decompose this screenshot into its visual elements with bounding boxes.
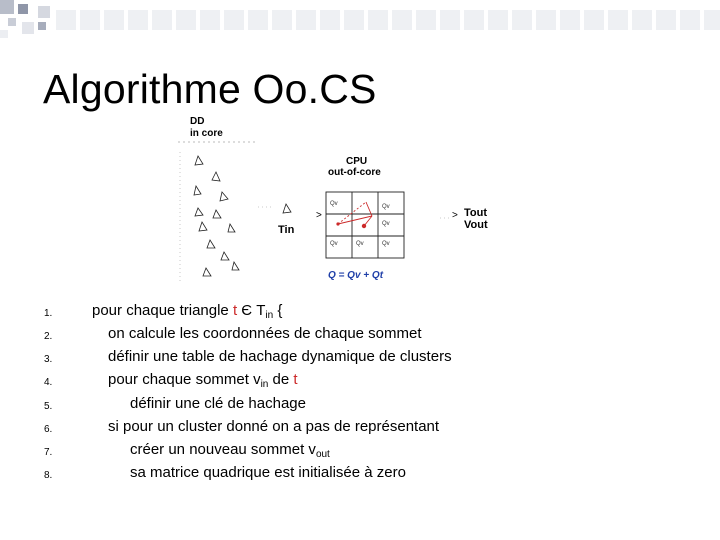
step-number: 8. bbox=[44, 470, 53, 481]
subscript: in bbox=[260, 379, 269, 390]
highlighted-variable: t bbox=[293, 371, 298, 388]
step-number: 2. bbox=[44, 331, 53, 342]
text-run: on calcule les coordonnées de chaque sommet bbox=[108, 325, 422, 342]
text-run: créer un nouveau sommet v bbox=[130, 441, 316, 458]
grid-cell-label: Qv bbox=[330, 241, 338, 247]
step-text bbox=[108, 325, 422, 342]
vout-label: Vout bbox=[464, 219, 488, 231]
algorithm-step bbox=[0, 371, 720, 393]
algorithm-step bbox=[0, 464, 720, 486]
grid-cell-label: Qv bbox=[382, 241, 390, 247]
algorithm-diagram bbox=[178, 112, 508, 292]
text-run: définir une table de hachage dynamique de clusters bbox=[108, 348, 452, 365]
algorithm-step bbox=[0, 325, 720, 347]
vertex-point bbox=[336, 222, 339, 225]
grid-cell-label: Qv bbox=[356, 241, 364, 247]
text-run: pour chaque sommet v bbox=[108, 371, 261, 388]
arrow-icon: > bbox=[316, 210, 322, 221]
algorithm-step bbox=[0, 395, 720, 417]
step-number: 3. bbox=[44, 354, 53, 365]
step-text bbox=[108, 418, 439, 435]
subscript: in bbox=[265, 310, 274, 321]
subscript: out bbox=[315, 449, 330, 460]
arrow-icon: > bbox=[452, 210, 458, 221]
grid-cell-label: Qv bbox=[382, 221, 390, 227]
step-number: 4. bbox=[44, 377, 53, 388]
triangle-mesh-icons bbox=[194, 156, 291, 276]
step-text bbox=[92, 302, 282, 319]
text-run: { bbox=[273, 302, 283, 319]
tin-label: Tin bbox=[278, 224, 295, 236]
in-core-label: in core bbox=[190, 128, 223, 139]
grid-cell-label: Qv bbox=[382, 204, 390, 210]
algorithm-step bbox=[0, 441, 720, 463]
step-number: 5. bbox=[44, 401, 53, 412]
step-text bbox=[130, 441, 330, 458]
grid-cell-label: Qv bbox=[330, 201, 338, 207]
text-run: définir une clé de hachage bbox=[130, 395, 306, 412]
representative-vertex bbox=[362, 224, 366, 228]
slide-title: Algorithme Oo.CS bbox=[43, 66, 377, 112]
step-number: 7. bbox=[44, 447, 53, 458]
decorative-squares bbox=[0, 0, 720, 40]
dd-label: DD bbox=[190, 116, 205, 127]
algorithm-step bbox=[0, 302, 720, 324]
text-run: sa matrice quadrique est initialisée à zero bbox=[130, 464, 406, 481]
out-of-core-label: out-of-core bbox=[328, 167, 381, 178]
text-run: pour chaque triangle bbox=[92, 302, 233, 319]
text-run: si pour un cluster donné on a pas de représentant bbox=[108, 418, 440, 435]
step-text bbox=[130, 464, 406, 481]
algorithm-step bbox=[0, 348, 720, 370]
algorithm-step bbox=[0, 418, 720, 440]
tout-label: Tout bbox=[464, 207, 488, 219]
step-text bbox=[108, 348, 452, 365]
header-decoration bbox=[0, 0, 720, 40]
highlighted-variable: t bbox=[232, 302, 238, 319]
cpu-label: CPU bbox=[346, 156, 368, 167]
step-text bbox=[130, 395, 306, 412]
text-run: de bbox=[268, 371, 294, 388]
step-number: 1. bbox=[44, 308, 53, 319]
step-number: 6. bbox=[44, 424, 53, 435]
step-text bbox=[108, 371, 298, 388]
quadric-formula: Q = Qv + Qt bbox=[328, 270, 384, 281]
text-run: Є T bbox=[237, 302, 266, 319]
